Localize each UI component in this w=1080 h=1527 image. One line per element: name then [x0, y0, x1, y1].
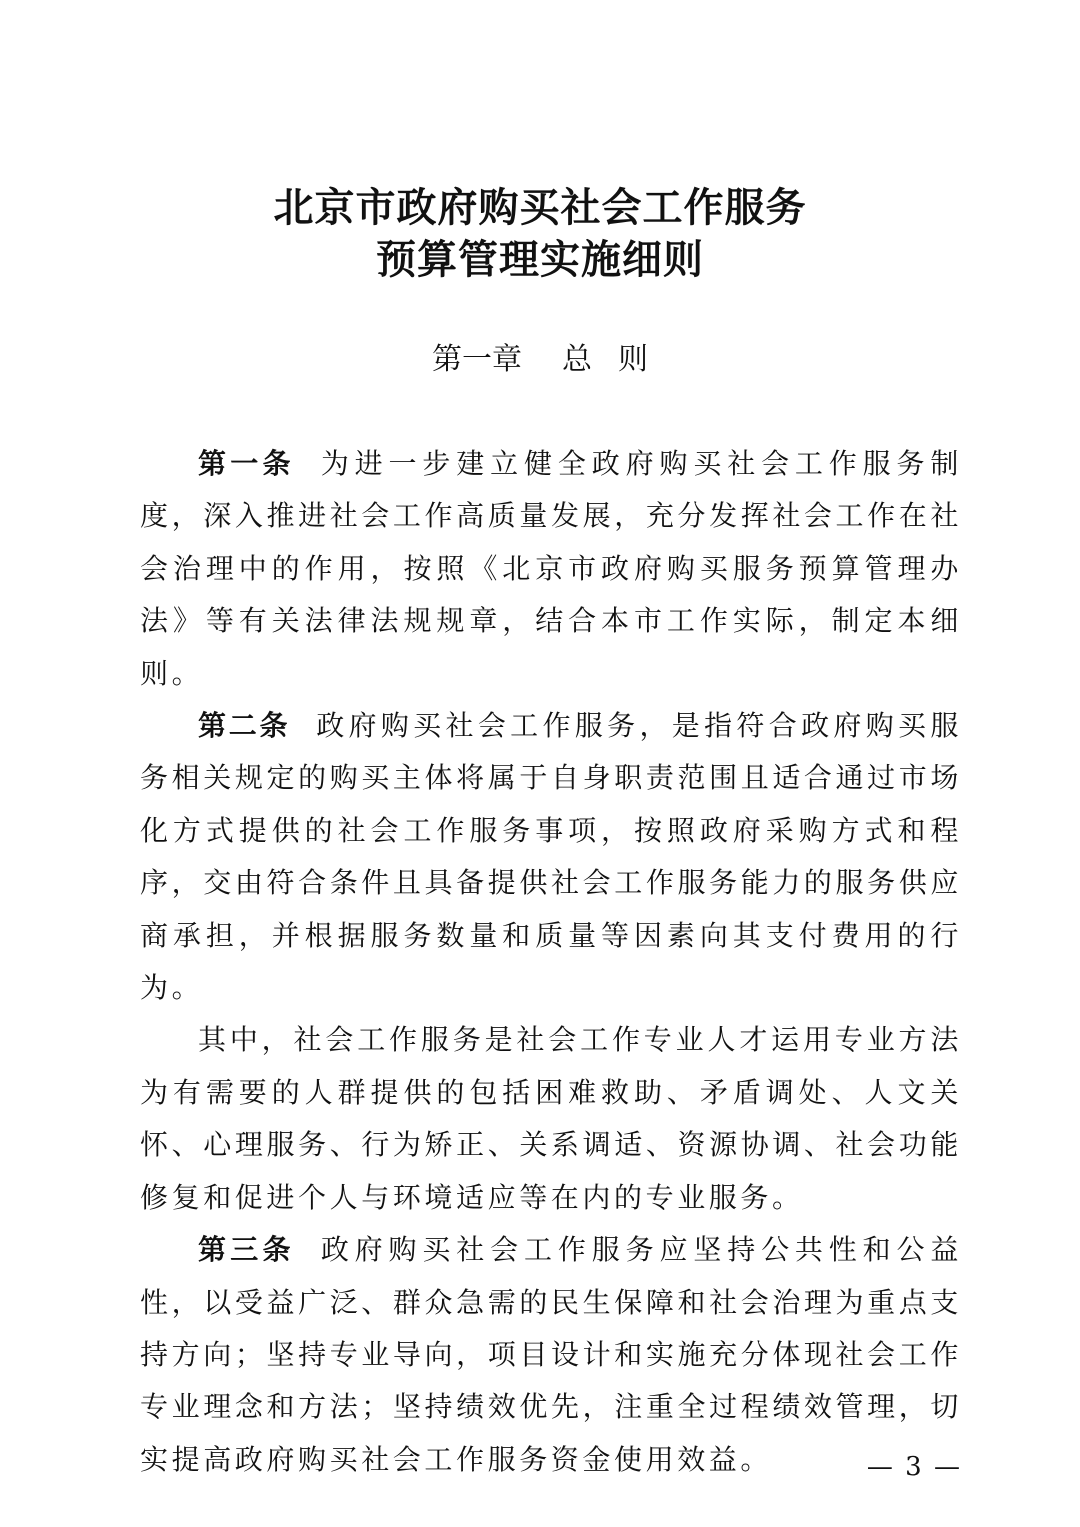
chapter-number: 第一章 [432, 342, 522, 377]
document-title-line2: 预算管理实施细则 [376, 237, 704, 283]
paragraph-article-1 [140, 438, 962, 700]
article-text: 政府购买社会工作服务，是指符合政府购买服务相关规定的购买主体将属于自身职责范围且适合通过市场化方式提供的社会工作服务事项，按照政府采购方式和程序，交由符合条件且具备提供社会工作服务能力的服务供应商承担，并根据服务数量和质量等因素向其支付费用的行为。 [140, 709, 962, 1005]
article-label: 第二条 [198, 709, 291, 743]
paragraph-article-3 [140, 1224, 962, 1486]
article-text: 政府购买社会工作服务应坚持公共性和公益性，以受益广泛、群众急需的民生保障和社会治理为重点支持方向；坚持专业导向，项目设计和实施充分体现社会工作专业理念和方法；坚持绩效优先，注重全过程绩效管理，切实提高政府购买社会工作服务资金使用效益。 [140, 1233, 962, 1476]
chapter-name-char1: 总 [562, 342, 592, 377]
paragraph-article-2-continued [140, 1014, 962, 1224]
article-text: 其中，社会工作服务是社会工作专业人才运用专业方法为有需要的人群提供的包括困难救助、矛盾调处、人文关怀、心理服务、行为矫正、关系调适、资源协调、社会功能修复和促进个人与环境适应等在内的专业服务。 [140, 1023, 962, 1214]
chapter-heading [0, 340, 1080, 380]
paragraph-article-2 [140, 700, 962, 1014]
article-label: 第一条 [198, 447, 295, 480]
article-text: 为进一步建立健全政府购买社会工作服务制度，深入推进社会工作高质量发展，充分发挥社会工作在社会治理中的作用，按照《北京市政府购买服务预算管理办法》等有关法律法规规章，结合本市工作实际，制定本细则。 [140, 447, 962, 690]
document-body [140, 438, 962, 1486]
document-title-line1: 北京市政府购买社会工作服务 [273, 185, 807, 231]
page-number: — 3 — [866, 1452, 962, 1482]
article-label: 第三条 [198, 1233, 295, 1267]
chapter-name-char2: 则 [618, 342, 648, 377]
